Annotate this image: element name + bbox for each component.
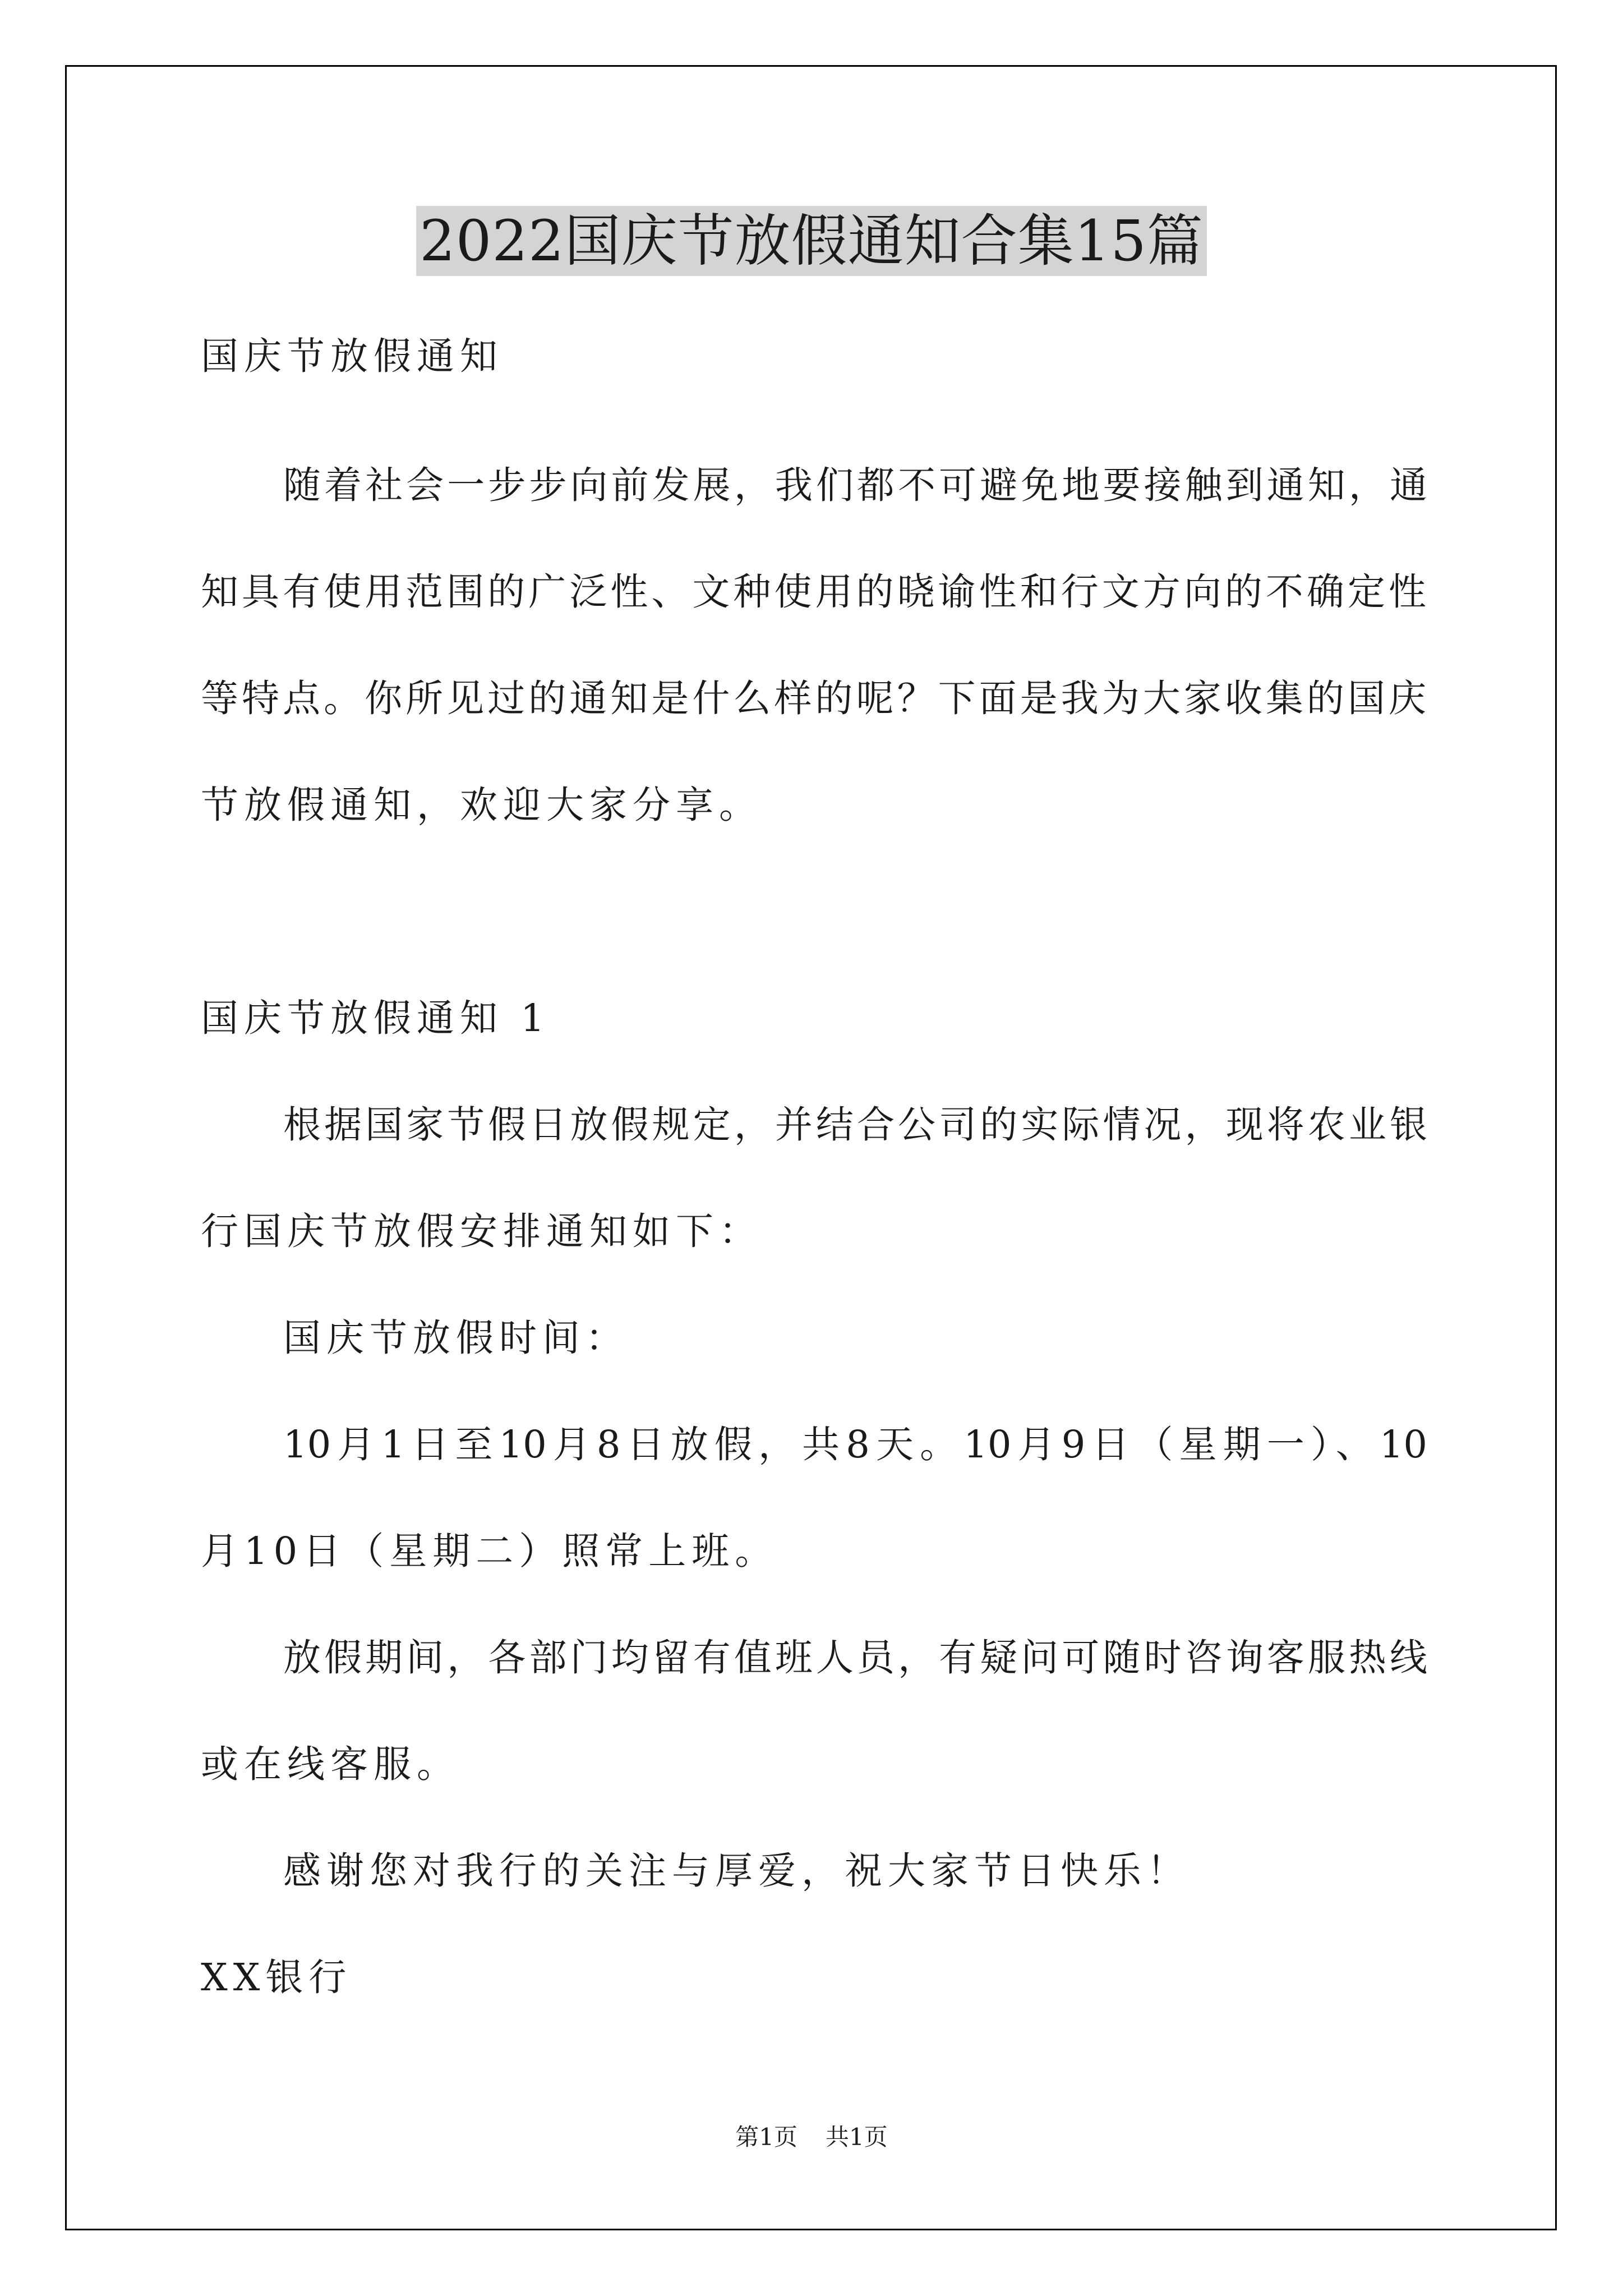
intro-line: 节放假通知，欢迎大家分享。 xyxy=(201,783,762,827)
page-number: 第1页 xyxy=(735,2123,797,2151)
body-line: 放假期间，各部门均留有值班人员，有疑问可随时咨询客服热线 xyxy=(283,1636,1427,1680)
section-heading-1: 国庆节放假通知 1 xyxy=(201,996,550,1040)
body-line: 行国庆节放假安排通知如下： xyxy=(201,1209,762,1253)
signature: XX银行 xyxy=(201,1955,352,1999)
body-line: 或在线客服。 xyxy=(201,1742,460,1786)
intro-line: 知具有使用范围的广泛性、文种使用的晓谕性和行文方向的不确定性 xyxy=(201,570,1426,614)
body-line: 国庆节放假时间： xyxy=(283,1316,629,1360)
intro-line: 等特点。你所见过的通知是什么样的呢？下面是我为大家收集的国庆 xyxy=(201,677,1426,720)
body-line: 根据国家节假日放假规定，并结合公司的实际情况，现将农业银 xyxy=(283,1103,1427,1147)
body-line: 感谢您对我行的关注与厚爱，祝大家节日快乐！ xyxy=(283,1849,1190,1893)
body-line: 月10日（星期二）照常上班。 xyxy=(201,1529,778,1573)
page-footer xyxy=(0,2120,1623,2154)
page-total: 共1页 xyxy=(826,2123,888,2151)
body-line: 10月1日至10月8日放假，共8天。10月9日（星期一）、10 xyxy=(283,1423,1427,1466)
title-text: 2022国庆节放假通知合集15篇 xyxy=(416,206,1207,276)
section-heading-intro: 国庆节放假通知 xyxy=(201,334,503,378)
document-title xyxy=(0,202,1623,280)
intro-line: 随着社会一步步向前发展，我们都不可避免地要接触到通知，通 xyxy=(283,463,1427,507)
